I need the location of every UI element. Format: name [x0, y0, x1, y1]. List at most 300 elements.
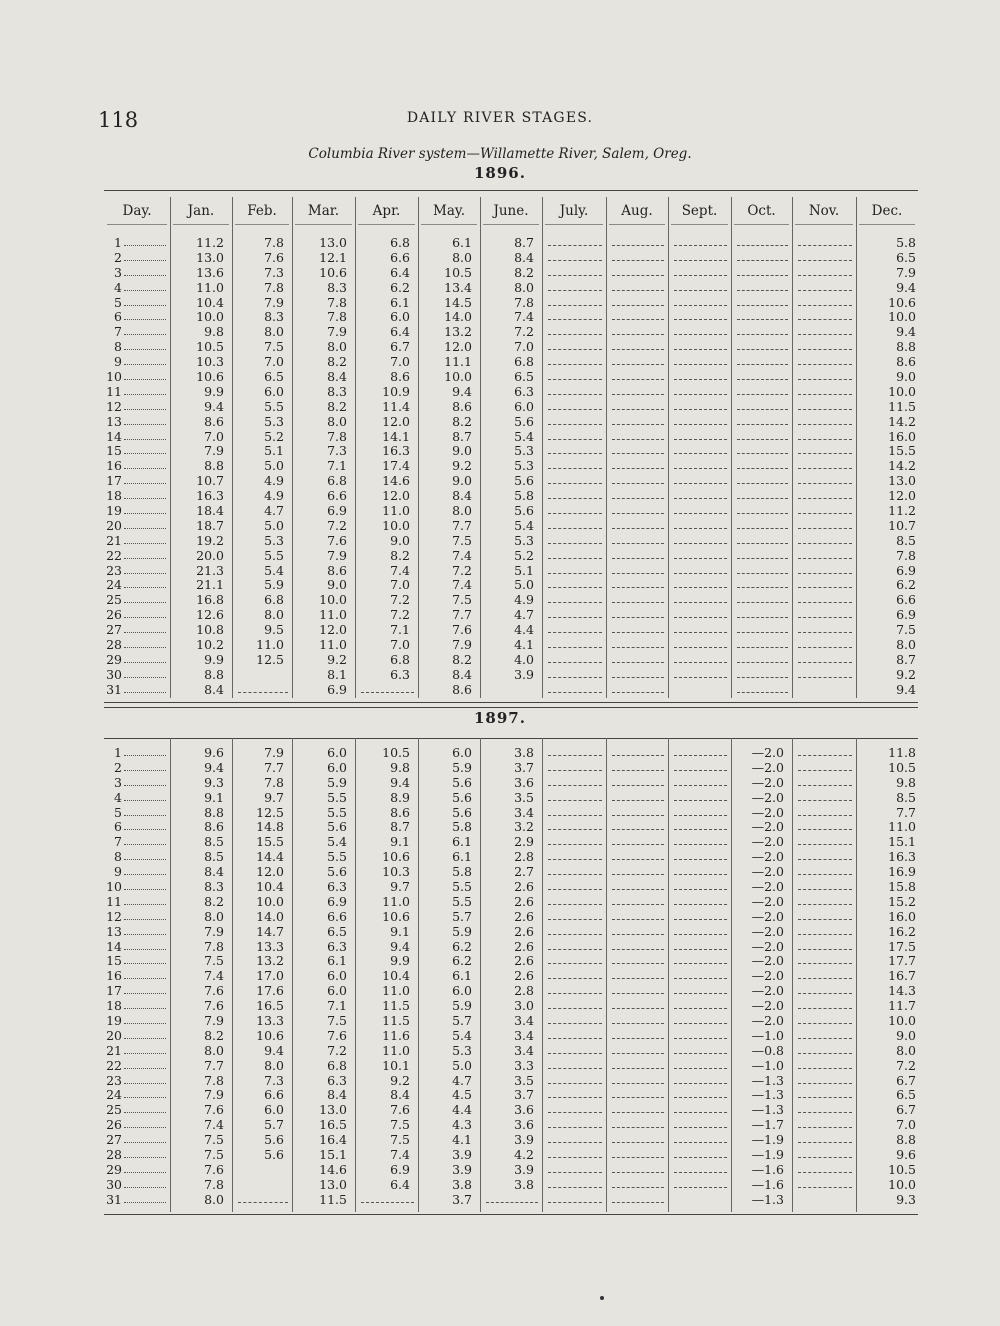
- dash-leader: [798, 820, 852, 830]
- no-record-dashes: [792, 910, 856, 925]
- stage-value: —1.7: [751, 1117, 784, 1133]
- stage-value: 13.3: [256, 938, 284, 954]
- no-record-dashes: [542, 1088, 606, 1103]
- stage-value: 6.8: [264, 592, 284, 608]
- stage-value: 5.9: [452, 998, 472, 1014]
- no-record-dashes: [542, 1133, 606, 1148]
- stage-value: 6.3: [327, 938, 347, 954]
- no-record-dashes: [792, 474, 856, 489]
- stage-value: 12.0: [382, 488, 410, 504]
- dash-leader: [612, 519, 664, 529]
- stage-value: 8.8: [896, 1132, 916, 1148]
- day-label: [106, 325, 168, 340]
- dash-leader: [612, 1118, 664, 1128]
- stage-value: 10.9: [382, 383, 410, 399]
- dash-leader: [612, 1148, 664, 1158]
- dash-leader: [548, 746, 602, 756]
- dash-leader: [612, 984, 664, 994]
- stage-value: —2.0: [751, 998, 784, 1014]
- stage-value: 7.6: [327, 1027, 347, 1043]
- dash-leader: [612, 623, 664, 633]
- dash-leader: [737, 430, 788, 440]
- leader-dots: [124, 638, 166, 648]
- stage-value: —2.0: [751, 864, 784, 880]
- dash-leader: [798, 459, 852, 469]
- no-record-dashes: [731, 415, 792, 430]
- stage-value: —2.0: [751, 983, 784, 999]
- dash-leader: [548, 549, 602, 559]
- stage-value: 2.6: [514, 938, 534, 954]
- stage-value: 8.6: [327, 562, 347, 578]
- dash-leader: [798, 638, 852, 648]
- stage-value: 7.0: [264, 354, 284, 370]
- day-number: 9: [114, 354, 122, 370]
- stage-value: 6.3: [390, 666, 410, 682]
- stage-value: 12.0: [444, 339, 472, 355]
- no-record-dashes: [792, 835, 856, 850]
- stage-value: 7.5: [204, 1132, 224, 1148]
- day-label: [106, 1029, 168, 1044]
- no-record-dashes: [792, 940, 856, 955]
- day-number: 13: [106, 413, 122, 429]
- stage-value: —1.0: [751, 1027, 784, 1043]
- stage-value: 4.9: [264, 488, 284, 504]
- no-record-dashes: [668, 266, 731, 281]
- no-record-dashes: [731, 668, 792, 683]
- stage-value: 7.6: [452, 622, 472, 638]
- stage-value: —1.3: [751, 1102, 784, 1118]
- no-record-dashes: [792, 266, 856, 281]
- stage-value: 7.7: [452, 607, 472, 623]
- stage-value: 9.4: [896, 279, 916, 295]
- leader-dots: [124, 820, 166, 830]
- dash-leader: [548, 1029, 602, 1039]
- no-record-dashes: [731, 549, 792, 564]
- table-bottom-rule: [104, 1214, 918, 1215]
- stage-value: 11.0: [256, 637, 284, 653]
- no-record-dashes: [606, 1088, 668, 1103]
- no-record-dashes: [792, 895, 856, 910]
- day-number: 30: [106, 666, 122, 682]
- no-record-dashes: [232, 683, 292, 698]
- stage-value: 6.4: [390, 264, 410, 280]
- no-record-dashes: [792, 999, 856, 1014]
- leader-dots: [124, 1029, 166, 1039]
- stage-value: 4.9: [514, 592, 534, 608]
- day-label: [106, 1163, 168, 1178]
- stage-value: 9.0: [896, 1027, 916, 1043]
- leader-dots: [124, 653, 166, 663]
- dash-leader: [674, 954, 727, 964]
- day-number: 21: [106, 1042, 122, 1058]
- month-column-apr: [355, 746, 418, 1208]
- dash-leader: [548, 668, 602, 678]
- stage-value: 5.1: [264, 443, 284, 459]
- stage-value: 12.1: [319, 249, 347, 265]
- column-header-feb: Feb.: [247, 203, 277, 219]
- stage-value: 6.5: [327, 923, 347, 939]
- stage-value: 6.6: [264, 1087, 284, 1103]
- stage-value: 11.5: [888, 398, 916, 414]
- stage-value: 13.2: [444, 324, 472, 340]
- no-record-dashes: [792, 865, 856, 880]
- empty-cell: [480, 683, 542, 698]
- stage-value: 5.7: [264, 1117, 284, 1133]
- day-number: 22: [106, 1057, 122, 1073]
- stage-value: 8.8: [896, 339, 916, 355]
- day-label: [106, 1148, 168, 1163]
- no-record-dashes: [731, 593, 792, 608]
- day-label: [106, 1044, 168, 1059]
- stage-value: 9.9: [204, 651, 224, 667]
- stage-value: 13.0: [319, 1102, 347, 1118]
- dash-leader: [737, 668, 788, 678]
- day-label: [106, 835, 168, 850]
- dash-leader: [612, 1133, 664, 1143]
- stage-value: 8.4: [514, 249, 534, 265]
- stage-value: 10.0: [382, 517, 410, 533]
- stage-value: 5.3: [514, 458, 534, 474]
- dash-leader: [612, 1163, 664, 1173]
- no-record-dashes: [668, 534, 731, 549]
- stage-value: 7.2: [452, 562, 472, 578]
- dash-leader: [798, 850, 852, 860]
- no-record-dashes: [606, 549, 668, 564]
- day-label: [106, 281, 168, 296]
- no-record-dashes: [542, 474, 606, 489]
- no-record-dashes: [542, 489, 606, 504]
- dash-leader: [612, 385, 664, 395]
- no-record-dashes: [668, 1088, 731, 1103]
- column-header-underline: [671, 224, 728, 225]
- stage-value: 5.6: [452, 774, 472, 790]
- stage-value: 18.7: [196, 517, 224, 533]
- no-record-dashes: [731, 578, 792, 593]
- month-column-june: [480, 236, 542, 698]
- stage-value: 15.8: [888, 879, 916, 895]
- day-number: 1: [114, 235, 122, 250]
- dash-leader: [798, 489, 852, 499]
- day-label: [106, 430, 168, 445]
- day-label: [106, 1193, 168, 1208]
- day-number: 26: [106, 1117, 122, 1133]
- stage-value: 3.4: [514, 1013, 534, 1029]
- dash-leader: [674, 325, 727, 335]
- stage-value: 10.0: [256, 893, 284, 909]
- dash-leader: [548, 564, 602, 574]
- dash-leader: [737, 266, 788, 276]
- dash-leader: [798, 1029, 852, 1039]
- dash-leader: [798, 534, 852, 544]
- stage-value: 9.0: [896, 369, 916, 385]
- no-record-dashes: [542, 370, 606, 385]
- no-record-dashes: [668, 638, 731, 653]
- stage-value: 20.0: [196, 547, 224, 563]
- dash-leader: [674, 370, 727, 380]
- day-label: [106, 340, 168, 355]
- stage-value: —1.3: [751, 1072, 784, 1088]
- day-number: 17: [106, 473, 122, 489]
- leader-dots: [124, 668, 166, 678]
- stage-value: 3.4: [514, 1027, 534, 1043]
- stage-value: 8.3: [327, 279, 347, 295]
- leader-dots: [124, 608, 166, 618]
- stage-value: 10.2: [196, 637, 224, 653]
- stage-value: 5.3: [264, 413, 284, 429]
- stage-value: 6.0: [264, 383, 284, 399]
- dash-leader: [612, 340, 664, 350]
- dash-leader: [612, 608, 664, 618]
- stage-value: 7.4: [452, 577, 472, 593]
- stage-value: 9.0: [452, 443, 472, 459]
- stage-value: 3.7: [514, 759, 534, 775]
- leader-dots: [124, 925, 166, 935]
- dash-leader: [737, 251, 788, 261]
- stage-value: 6.2: [452, 953, 472, 969]
- day-number: 4: [114, 789, 122, 805]
- leader-dots: [124, 549, 166, 559]
- stage-value: 9.1: [390, 834, 410, 850]
- dash-leader: [548, 266, 602, 276]
- dash-leader: [612, 1059, 664, 1069]
- dash-leader: [548, 940, 602, 950]
- dash-leader: [612, 880, 664, 890]
- stage-value: 14.7: [256, 923, 284, 939]
- dash-leader: [612, 1088, 664, 1098]
- dash-leader: [548, 925, 602, 935]
- stage-value: 7.8: [204, 1072, 224, 1088]
- no-record-dashes: [792, 623, 856, 638]
- stage-value: 3.7: [452, 1191, 472, 1207]
- stage-value: 7.0: [390, 577, 410, 593]
- stage-value: 17.6: [256, 983, 284, 999]
- stage-value: 11.1: [444, 354, 472, 370]
- stage-value: 3.5: [514, 789, 534, 805]
- dash-leader: [612, 638, 664, 648]
- no-record-dashes: [668, 761, 731, 776]
- leader-dots: [124, 1059, 166, 1069]
- stage-value: 5.8: [896, 235, 916, 250]
- stage-value: 7.9: [327, 547, 347, 563]
- dash-leader: [674, 746, 727, 756]
- no-record-dashes: [668, 474, 731, 489]
- no-record-dashes: [668, 415, 731, 430]
- dash-leader: [798, 1103, 852, 1113]
- no-record-dashes: [792, 459, 856, 474]
- no-record-dashes: [792, 385, 856, 400]
- stage-value: 9.6: [204, 745, 224, 760]
- no-record-dashes: [606, 1029, 668, 1044]
- month-column-oct: [731, 746, 792, 1208]
- no-record-dashes: [606, 820, 668, 835]
- stage-value: 7.0: [896, 1117, 916, 1133]
- dash-leader: [548, 806, 602, 816]
- column-header-july: July.: [559, 203, 589, 219]
- no-record-dashes: [542, 791, 606, 806]
- stage-value: 6.7: [390, 339, 410, 355]
- no-record-dashes: [232, 1193, 292, 1208]
- stage-value: 7.5: [452, 532, 472, 548]
- day-number: 26: [106, 607, 122, 623]
- stage-value: 8.0: [264, 324, 284, 340]
- stage-value: 6.0: [327, 759, 347, 775]
- no-record-dashes: [668, 1148, 731, 1163]
- dash-leader: [548, 519, 602, 529]
- dash-leader: [737, 385, 788, 395]
- stage-value: 6.9: [896, 562, 916, 578]
- dash-leader: [548, 534, 602, 544]
- leader-dots: [124, 746, 166, 756]
- stage-value: 5.6: [327, 819, 347, 835]
- stage-value: 10.0: [888, 383, 916, 399]
- stage-value: 6.0: [327, 745, 347, 760]
- no-record-dashes: [731, 310, 792, 325]
- stage-value: 2.8: [514, 849, 534, 865]
- stage-value: 17.7: [888, 953, 916, 969]
- stage-value: 7.0: [204, 428, 224, 444]
- stage-value: 9.8: [204, 324, 224, 340]
- day-number: 11: [106, 893, 122, 909]
- no-record-dashes: [668, 835, 731, 850]
- stage-value: 7.5: [204, 1147, 224, 1163]
- no-record-dashes: [606, 1074, 668, 1089]
- no-record-dashes: [542, 895, 606, 910]
- stage-value: 3.8: [514, 745, 534, 760]
- no-record-dashes: [606, 325, 668, 340]
- stage-value: 7.5: [390, 1132, 410, 1148]
- stage-value: 16.5: [256, 998, 284, 1014]
- stage-value: 5.5: [264, 547, 284, 563]
- day-label: [106, 999, 168, 1014]
- stage-value: 6.0: [452, 983, 472, 999]
- no-record-dashes: [792, 984, 856, 999]
- no-record-dashes: [792, 564, 856, 579]
- day-number: 3: [114, 774, 122, 790]
- day-label: [106, 623, 168, 638]
- leader-dots: [124, 761, 166, 771]
- no-record-dashes: [606, 266, 668, 281]
- no-record-dashes: [668, 653, 731, 668]
- day-number: 21: [106, 532, 122, 548]
- stage-value: 6.6: [390, 249, 410, 265]
- dash-leader: [674, 474, 727, 484]
- month-column-may: [418, 746, 480, 1208]
- stage-value: 6.5: [896, 1087, 916, 1103]
- stage-value: 10.6: [382, 849, 410, 865]
- dash-leader: [548, 310, 602, 320]
- dash-leader: [548, 578, 602, 588]
- stage-value: 3.6: [514, 1117, 534, 1133]
- no-record-dashes: [792, 400, 856, 415]
- stage-value: 7.6: [204, 1161, 224, 1177]
- day-label: [106, 385, 168, 400]
- no-record-dashes: [542, 1074, 606, 1089]
- day-number: 31: [106, 681, 122, 697]
- dash-leader: [798, 1148, 852, 1158]
- no-record-dashes: [731, 623, 792, 638]
- dash-leader: [612, 444, 664, 454]
- stage-value: —2.0: [751, 953, 784, 969]
- dash-leader: [674, 459, 727, 469]
- month-column-dec: [856, 236, 918, 698]
- stage-value: 7.8: [204, 938, 224, 954]
- no-record-dashes: [542, 564, 606, 579]
- no-record-dashes: [542, 400, 606, 415]
- stage-value: 7.9: [327, 324, 347, 340]
- dash-leader: [674, 504, 727, 514]
- month-column-july: [542, 236, 606, 698]
- dash-leader: [737, 296, 788, 306]
- stage-value: 8.2: [390, 547, 410, 563]
- no-record-dashes: [731, 459, 792, 474]
- dash-leader: [674, 791, 727, 801]
- leader-dots: [124, 1074, 166, 1084]
- dash-leader: [798, 608, 852, 618]
- stage-value: 6.0: [264, 1102, 284, 1118]
- no-record-dashes: [792, 593, 856, 608]
- no-record-dashes: [792, 1088, 856, 1103]
- day-number: 10: [106, 879, 122, 895]
- month-column-feb: [232, 236, 292, 698]
- dash-leader: [548, 820, 602, 830]
- stage-value: 7.2: [327, 1042, 347, 1058]
- stage-value: 10.0: [319, 592, 347, 608]
- dash-leader: [674, 578, 727, 588]
- stage-value: 7.5: [264, 339, 284, 355]
- dash-leader: [674, 1029, 727, 1039]
- dash-leader: [798, 385, 852, 395]
- no-record-dashes: [606, 895, 668, 910]
- no-record-dashes: [606, 430, 668, 445]
- stage-value: 11.2: [196, 235, 224, 250]
- stage-value: 10.3: [196, 354, 224, 370]
- stage-value: 12.0: [319, 622, 347, 638]
- stage-value: —1.9: [751, 1147, 784, 1163]
- no-record-dashes: [668, 850, 731, 865]
- dash-leader: [612, 925, 664, 935]
- leader-dots: [124, 415, 166, 425]
- dash-leader: [674, 910, 727, 920]
- dash-leader: [674, 835, 727, 845]
- month-column-mar: [292, 236, 355, 698]
- dash-leader: [674, 761, 727, 771]
- stage-value: 7.9: [204, 1013, 224, 1029]
- column-header-oct: Oct.: [747, 203, 776, 219]
- leader-dots: [124, 984, 166, 994]
- dash-leader: [612, 564, 664, 574]
- no-record-dashes: [668, 1059, 731, 1074]
- day-label: [106, 776, 168, 791]
- stage-value: 5.5: [327, 789, 347, 805]
- stage-value: 8.0: [452, 503, 472, 519]
- day-number: 7: [114, 324, 122, 340]
- stage-value: 3.5: [514, 1072, 534, 1088]
- leader-dots: [124, 564, 166, 574]
- dash-leader: [798, 266, 852, 276]
- table-top-rule: [104, 190, 918, 191]
- no-record-dashes: [668, 564, 731, 579]
- dash-leader: [798, 340, 852, 350]
- stage-value: 8.5: [204, 849, 224, 865]
- day-label: [106, 1178, 168, 1193]
- no-record-dashes: [731, 281, 792, 296]
- no-record-dashes: [731, 236, 792, 251]
- stage-value: 11.0: [319, 607, 347, 623]
- no-record-dashes: [606, 653, 668, 668]
- dash-leader: [612, 999, 664, 1009]
- no-record-dashes: [606, 746, 668, 761]
- stage-value: 7.9: [264, 294, 284, 310]
